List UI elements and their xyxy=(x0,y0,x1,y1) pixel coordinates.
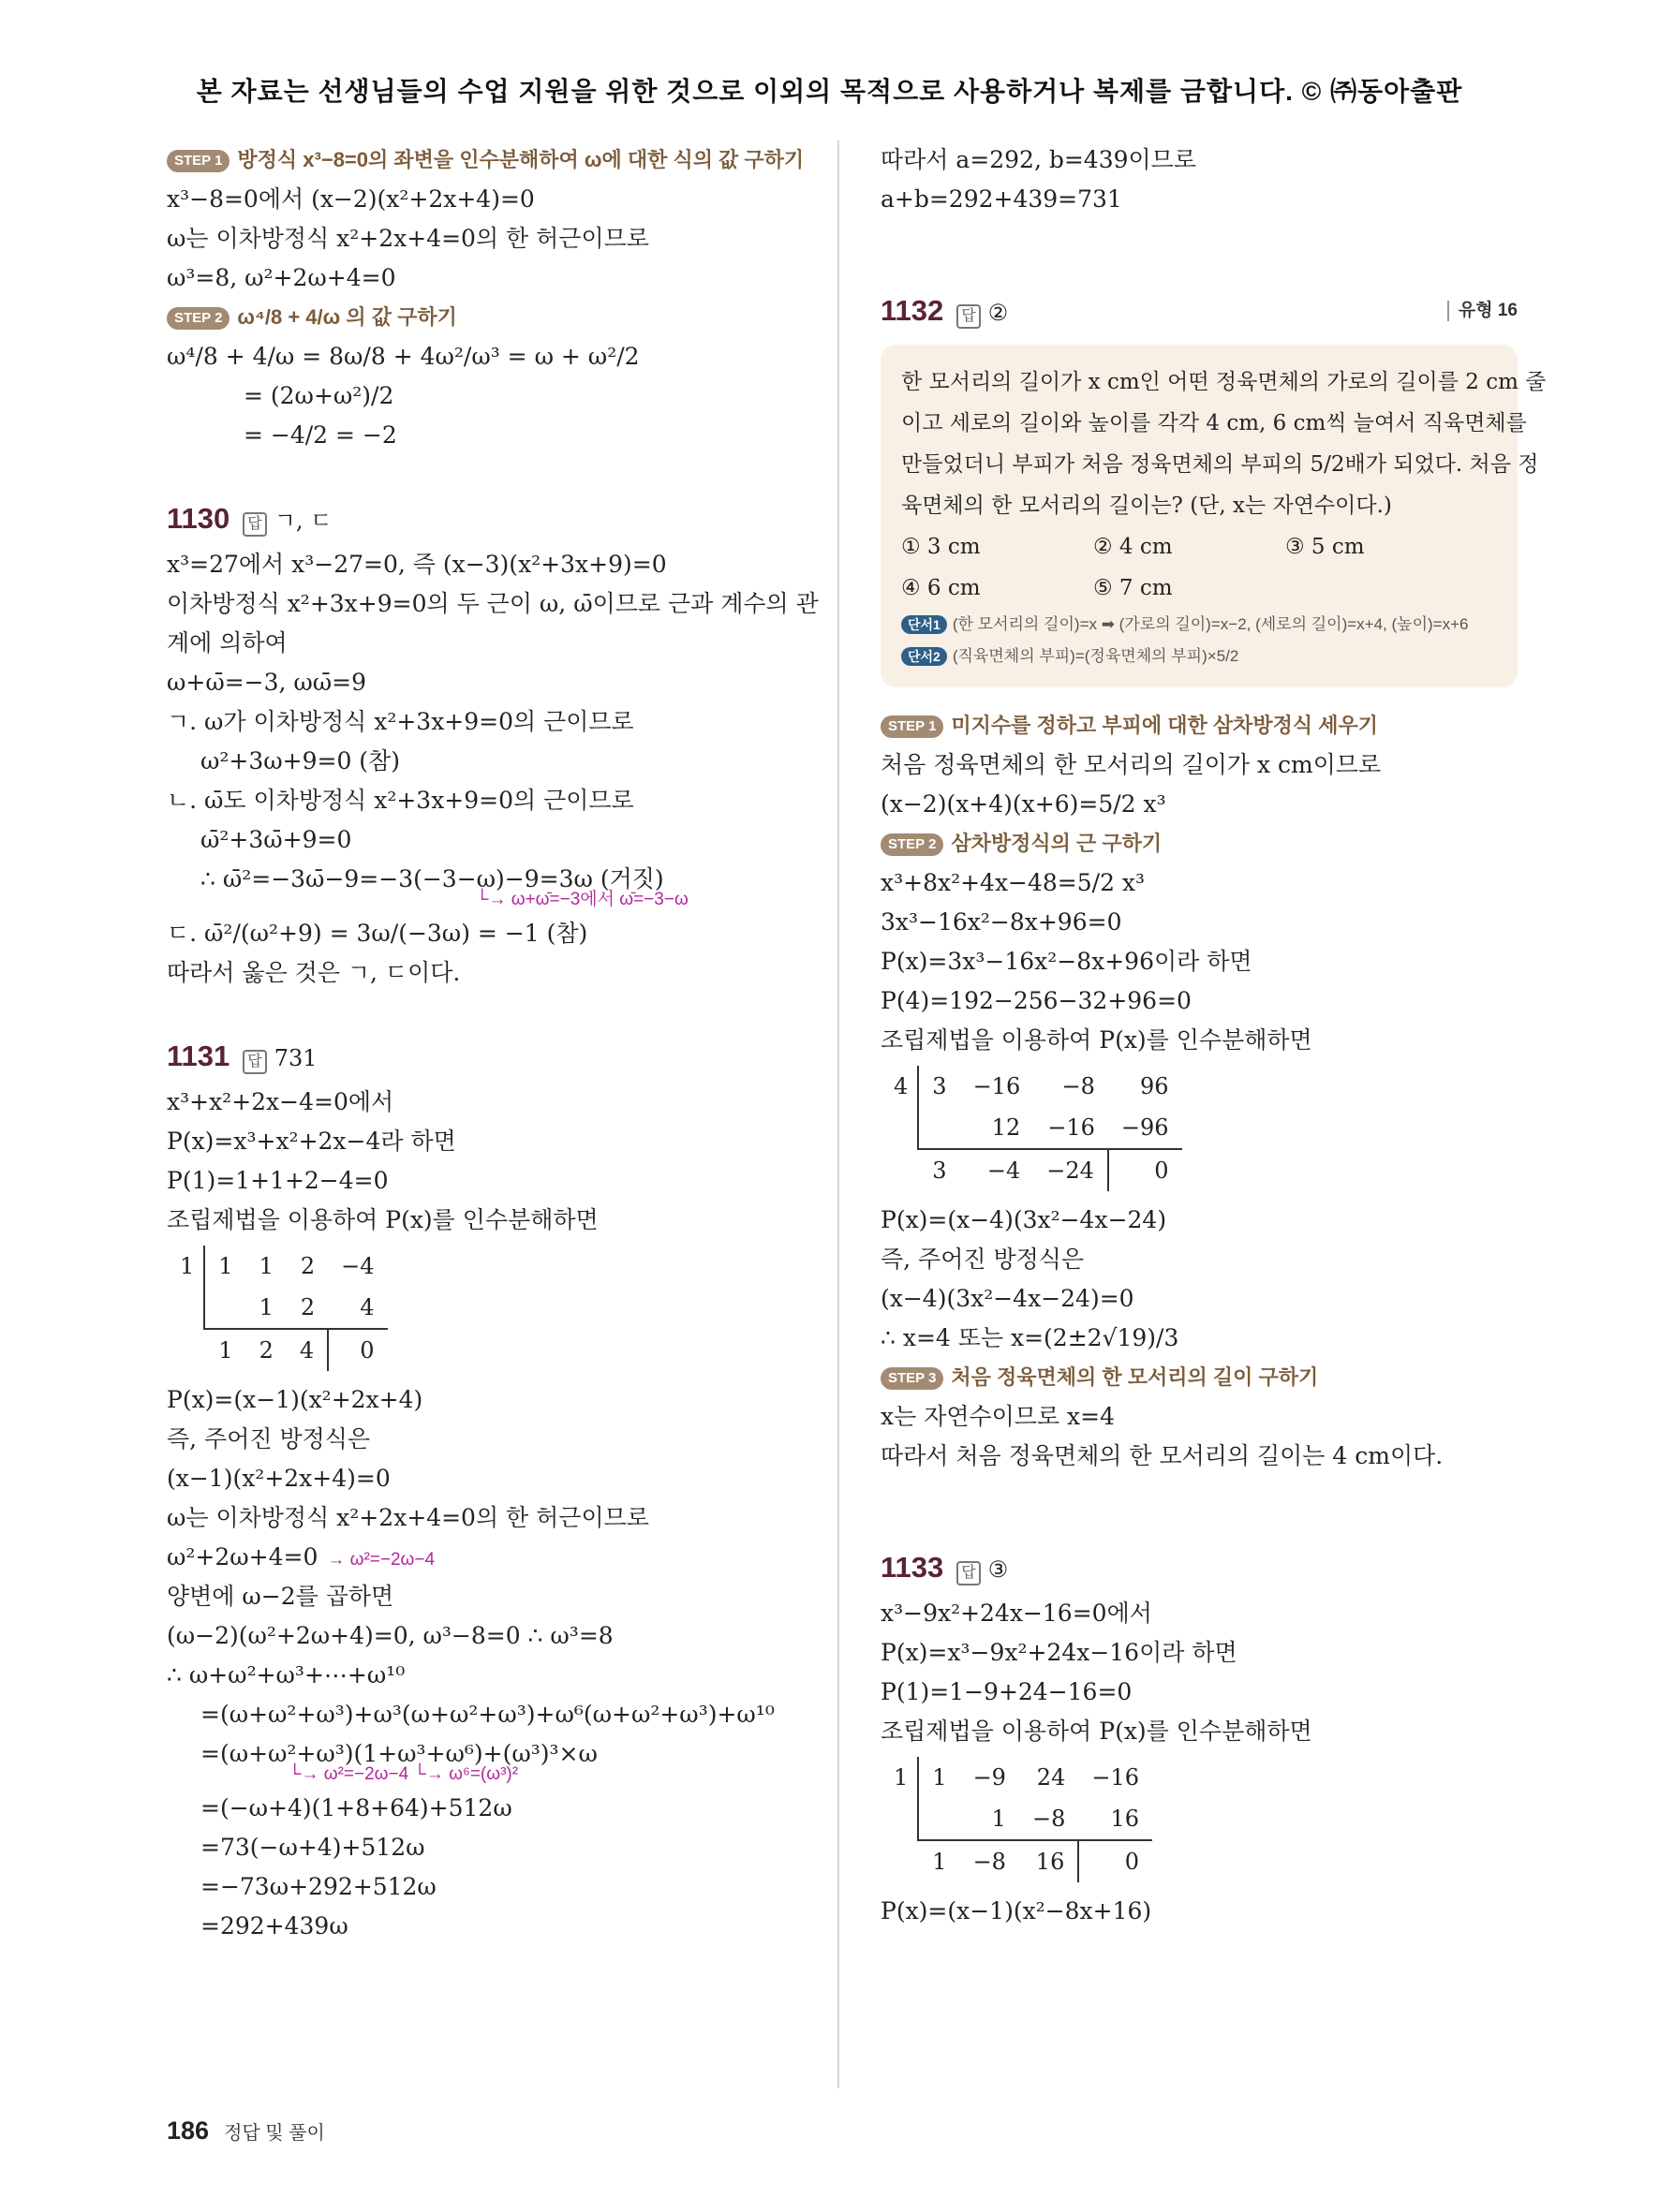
blank-cell xyxy=(881,1840,918,1882)
solution-line: 처음 정육면체의 한 모서리의 길이가 x cm이므로 xyxy=(881,751,1382,778)
answer-value: ㄱ, ㄷ xyxy=(274,508,333,534)
spacer xyxy=(881,1476,1518,1541)
clue-text: (직육면체의 부피)=(정육면체의 부피)×5/2 xyxy=(952,647,1239,665)
solution-line: P(x)=(x−1)(x²−8x+16) xyxy=(881,1897,1152,1924)
coefficient-cell: −8 xyxy=(1061,1073,1095,1099)
options-row xyxy=(901,568,1497,609)
answer-option: ⑤ 7 cm xyxy=(1093,576,1173,600)
quotient-cell: 4 xyxy=(287,1329,328,1371)
solution-line: P(x)=(x−4)(3x²−4x−24) xyxy=(881,1206,1167,1233)
divisor-cell: 1 xyxy=(180,1253,195,1279)
table-row xyxy=(167,1287,388,1329)
coefficient-cell: 3 xyxy=(918,1066,959,1107)
solution-line: ㄱ. ω가 이차방정식 x²+3x+9=0의 근이므로 xyxy=(167,708,634,735)
line-text: ω²+2ω+4=0 xyxy=(167,1543,318,1571)
solution-line: P(4)=192−256−32+96=0 xyxy=(881,987,1192,1014)
problem-text-line: 이고 세로의 길이와 높이를 각각 4 cm, 6 cm씩 늘여서 직육면체를 xyxy=(901,411,1527,435)
table-row xyxy=(881,1798,1152,1840)
problem-1133-header xyxy=(881,1541,1518,1594)
solution-line: 즉, 주어진 방정식은 xyxy=(167,1425,371,1453)
answer-icon: 답 xyxy=(956,1561,980,1585)
clue-line xyxy=(901,609,1497,641)
product-cell: 1 xyxy=(259,1294,274,1320)
problem-number: 1132 xyxy=(881,294,944,327)
solution-line: P(x)=3x³−16x²−8x+96이라 하면 xyxy=(881,948,1252,975)
table-row xyxy=(881,1066,1182,1107)
answer-value: 731 xyxy=(274,1045,318,1071)
right-column xyxy=(881,140,1547,1931)
answer-option: ③ 5 cm xyxy=(1285,535,1365,559)
solution-line: 조립제법을 이용하여 P(x)를 인수분해하면 xyxy=(881,1026,1312,1054)
coefficient-cell: −16 xyxy=(1091,1764,1139,1791)
step-badge: STEP 1 xyxy=(881,715,943,738)
coefficient-cell: 96 xyxy=(1139,1073,1169,1099)
answer-icon: 답 xyxy=(956,304,980,329)
footer-title: 정답 및 풀이 xyxy=(224,2123,325,2144)
step-title: 처음 정육면체의 한 모서리의 길이 구하기 xyxy=(951,1365,1319,1389)
blank-cell xyxy=(167,1329,204,1371)
solution-line: P(x)=(x−1)(x²+2x+4) xyxy=(167,1386,423,1413)
table-row xyxy=(881,1757,1152,1798)
solution-line: (x−4)(3x²−4x−24)=0 xyxy=(881,1285,1134,1312)
remainder-cell: 0 xyxy=(328,1329,387,1371)
problem-1132-header xyxy=(881,285,1518,337)
annotation-note: └→ ω+ω̄=−3에서 ω̄=−3−ω xyxy=(476,890,689,909)
answer-option: ② 4 cm xyxy=(1093,535,1173,559)
coefficient-cell: −16 xyxy=(972,1073,1021,1099)
problem-text-line: 만들었더니 부피가 처음 정육면체의 부피의 5/2배가 되었다. 처음 정 xyxy=(901,452,1539,477)
quotient-cell: −8 xyxy=(960,1840,1019,1882)
solution-line: ω̄²+3ω̄+9=0 xyxy=(200,826,352,853)
annotation-note: └→ ω²=−2ω−4 └→ ω⁶=(ω³)² xyxy=(289,1764,519,1784)
solution-line: (x−1)(x²+2x+4)=0 xyxy=(167,1465,391,1492)
product-cell: 4 xyxy=(360,1294,375,1320)
solution-line: ω⁴/8 + 4/ω = 8ω/8 + 4ω²/ω³ = ω + ω²/2 xyxy=(167,343,640,370)
answer-option: ④ 6 cm xyxy=(901,576,981,600)
synthetic-division-table xyxy=(167,1246,388,1371)
quotient-cell: −4 xyxy=(960,1149,1034,1191)
quotient-cell: 3 xyxy=(918,1149,959,1191)
product-cell: −8 xyxy=(1031,1806,1066,1832)
table-row xyxy=(881,1149,1182,1191)
solution-line: =73(−ω+4)+512ω xyxy=(200,1834,425,1861)
solution-line: ∴ ω+ω²+ω³+⋯+ω¹⁰ xyxy=(167,1661,406,1688)
solution-line: x³−8=0에서 (x−2)(x²+2x+4)=0 xyxy=(167,185,535,213)
problem-header xyxy=(167,493,804,545)
solution-line: P(x)=x³+x²+2x−4라 하면 xyxy=(167,1128,456,1155)
divisor-cell: 1 xyxy=(894,1764,909,1791)
step-badge: STEP 2 xyxy=(881,833,943,856)
table-row xyxy=(167,1246,388,1287)
coefficient-cell: 1 xyxy=(918,1757,959,1798)
table-row xyxy=(881,1840,1152,1882)
remainder-cell: 0 xyxy=(1078,1840,1152,1882)
synthetic-division-table xyxy=(881,1757,1152,1882)
solution-line xyxy=(167,1538,804,1577)
product-cell xyxy=(918,1107,959,1149)
clue-text: (한 모서리의 길이)=x ➡ (가로의 길이)=x−2, (세로의 길이)=x+4, (높이)=x+6 xyxy=(952,615,1469,633)
step-heading xyxy=(167,298,804,337)
solution-line: 따라서 처음 정육면체의 한 모서리의 길이는 4 cm이다. xyxy=(881,1442,1444,1469)
solution-line: = (2ω+ω²)/2 xyxy=(244,382,394,409)
solution-line: 조립제법을 이용하여 P(x)를 인수분해하면 xyxy=(881,1718,1312,1745)
column-divider xyxy=(837,140,839,2088)
clue-badge: 단서1 xyxy=(901,615,947,634)
answer-value: ③ xyxy=(987,1556,1009,1583)
coefficient-cell: 2 xyxy=(300,1253,316,1279)
problem-number: 1133 xyxy=(881,1551,944,1584)
blank-cell xyxy=(167,1287,204,1329)
solution-line: 즉, 주어진 방정식은 xyxy=(881,1246,1085,1273)
blank-cell xyxy=(881,1107,918,1149)
solution-line: ω는 이차방정식 x²+2x+4=0의 한 허근이므로 xyxy=(167,225,649,252)
solution-line: =(−ω+4)(1+8+64)+512ω xyxy=(200,1794,512,1821)
product-cell: 16 xyxy=(1110,1806,1139,1832)
product-cell: −96 xyxy=(1120,1114,1169,1141)
problem-header xyxy=(167,1030,804,1083)
answer-icon: 답 xyxy=(243,512,266,537)
solution-line: 따라서 a=292, b=439이므로 xyxy=(881,146,1196,173)
solution-line: P(1)=1+1+2−4=0 xyxy=(167,1167,389,1194)
quotient-cell: 16 xyxy=(1019,1840,1078,1882)
spacer xyxy=(167,455,804,493)
product-cell xyxy=(918,1798,959,1840)
clue-line xyxy=(901,641,1497,672)
page-number: 186 xyxy=(167,2116,210,2145)
step-title: 삼차방정식의 근 구하기 xyxy=(951,832,1163,855)
solution-line: 이차방정식 x²+3x+9=0의 두 근이 ω, ω̄이므로 근과 계수의 관 xyxy=(167,590,819,617)
solution-line: ω³=8, ω²+2ω+4=0 xyxy=(167,264,396,291)
step-title: 미지수를 정하고 부피에 대한 삼차방정식 세우기 xyxy=(951,714,1379,737)
solution-line: 조립제법을 이용하여 P(x)를 인수분해하면 xyxy=(167,1206,599,1233)
solution-line: =(ω+ω²+ω³)(1+ω³+ω⁶)+(ω³)³×ω xyxy=(200,1740,598,1767)
solution-line: 계에 의하여 xyxy=(167,629,288,656)
solution-line: 따라서 옳은 것은 ㄱ, ㄷ이다. xyxy=(167,959,461,986)
coefficient-cell: −4 xyxy=(341,1253,375,1279)
solution-line: (ω−2)(ω²+2ω+4)=0, ω³−8=0 ∴ ω³=8 xyxy=(167,1622,614,1649)
blank-cell xyxy=(881,1798,918,1840)
step-badge: STEP 3 xyxy=(881,1367,943,1390)
product-cell: 12 xyxy=(991,1114,1021,1141)
coefficient-cell: 1 xyxy=(259,1253,274,1279)
annotation-note: → ω²=−2ω−4 xyxy=(327,1550,436,1570)
problem-text-line: 육면체의 한 모서리의 길이는? (단, x는 자연수이다.) xyxy=(901,494,1392,518)
solution-line: ㄴ. ω̄도 이차방정식 x²+3x+9=0의 근이므로 xyxy=(167,787,634,814)
solution-line: P(1)=1−9+24−16=0 xyxy=(881,1678,1133,1705)
quotient-cell: 1 xyxy=(918,1840,959,1882)
options-row xyxy=(901,526,1497,568)
product-cell: 2 xyxy=(300,1294,316,1320)
step-badge: STEP 1 xyxy=(167,150,230,172)
step-heading xyxy=(881,824,1518,863)
problem-text-line: 한 모서리의 길이가 x cm인 어떤 정육면체의 가로의 길이를 2 cm 줄 xyxy=(901,370,1547,394)
spacer xyxy=(167,993,804,1030)
solution-line: ∴ ω̄²=−3ω̄−9=−3(−3−ω)−9=3ω (거짓) xyxy=(200,865,664,892)
solution-line: a+b=292+439=731 xyxy=(881,185,1122,213)
solution-line: x³−9x²+24x−16=0에서 xyxy=(881,1600,1152,1627)
table-row xyxy=(167,1329,388,1371)
remainder-cell: 0 xyxy=(1108,1149,1182,1191)
solution-line: ω+ω̄=−3, ωω̄=9 xyxy=(167,669,367,696)
problem-number: 1131 xyxy=(167,1040,230,1072)
step-badge: STEP 2 xyxy=(167,307,230,330)
solution-line: ω²+3ω+9=0 (참) xyxy=(200,747,400,774)
solution-line: x³=27에서 x³−27=0, 즉 (x−3)(x²+3x+9)=0 xyxy=(167,551,667,578)
product-cell: 1 xyxy=(991,1806,1006,1832)
answer-value: ② xyxy=(987,300,1009,326)
synthetic-division-table xyxy=(881,1066,1182,1191)
copyright-banner: 본 자료는 선생님들의 수업 지원을 위한 것으로 이외의 목적으로 사용하거나 복제를 금합니다. © ㈜동아출판 xyxy=(196,77,1463,106)
solution-line: (x−2)(x+4)(x+6)=5/2 x³ xyxy=(881,790,1166,818)
solution-line: = −4/2 = −2 xyxy=(244,421,397,449)
step-title: ω⁴/8 + 4/ω 의 값 구하기 xyxy=(237,305,457,329)
left-column xyxy=(167,140,819,1946)
solution-line: ㄷ. ω̄²/(ω²+9) = 3ω/(−3ω) = −1 (참) xyxy=(167,920,588,947)
blank-cell xyxy=(881,1149,918,1191)
step-heading xyxy=(167,140,804,180)
solution-line: P(x)=x³−9x²+24x−16이라 하면 xyxy=(881,1639,1237,1666)
solution-line: =−73ω+292+512ω xyxy=(200,1873,437,1900)
step-title: 방정식 x³−8=0의 좌변을 인수분해하여 ω에 대한 식의 값 구하기 xyxy=(237,148,805,171)
solution-line: 양변에 ω−2를 곱하면 xyxy=(167,1583,394,1610)
solution-line: =(ω+ω²+ω³)+ω³(ω+ω²+ω³)+ω⁶(ω+ω²+ω³)+ω¹⁰ xyxy=(200,1701,775,1728)
quotient-cell: 2 xyxy=(246,1329,287,1371)
problem-1132-box xyxy=(881,345,1547,687)
quotient-cell: −24 xyxy=(1033,1149,1108,1191)
divisor-cell: 4 xyxy=(894,1073,909,1099)
table-row xyxy=(881,1107,1182,1149)
coefficient-cell: 1 xyxy=(204,1246,245,1287)
solution-line: x는 자연수이므로 x=4 xyxy=(881,1403,1115,1430)
page-footer xyxy=(167,2116,325,2146)
coefficient-cell: 24 xyxy=(1036,1764,1066,1791)
clue-badge: 단서2 xyxy=(901,647,947,666)
problem-number: 1130 xyxy=(167,502,230,535)
step-heading xyxy=(881,1358,1518,1397)
type-label: 유형 16 xyxy=(1447,301,1518,321)
solution-line: =292+439ω xyxy=(200,1912,348,1939)
solution-line: ∴ x=4 또는 x=(2±2√19)/3 xyxy=(881,1324,1179,1351)
coefficient-cell: −9 xyxy=(972,1764,1006,1791)
solution-line: x³+8x²+4x−48=5/2 x³ xyxy=(881,869,1146,896)
quotient-cell: 1 xyxy=(204,1329,245,1371)
product-cell xyxy=(204,1287,245,1329)
solution-line: ω는 이차방정식 x²+2x+4=0의 한 허근이므로 xyxy=(167,1504,649,1531)
step-heading xyxy=(881,706,1518,745)
answer-icon: 답 xyxy=(243,1050,266,1074)
answer-option: ① 3 cm xyxy=(901,535,981,559)
spacer xyxy=(881,219,1518,285)
solution-line: 3x³−16x²−8x+96=0 xyxy=(881,908,1122,936)
solution-line: x³+x²+2x−4=0에서 xyxy=(167,1088,394,1115)
product-cell: −16 xyxy=(1047,1114,1095,1141)
